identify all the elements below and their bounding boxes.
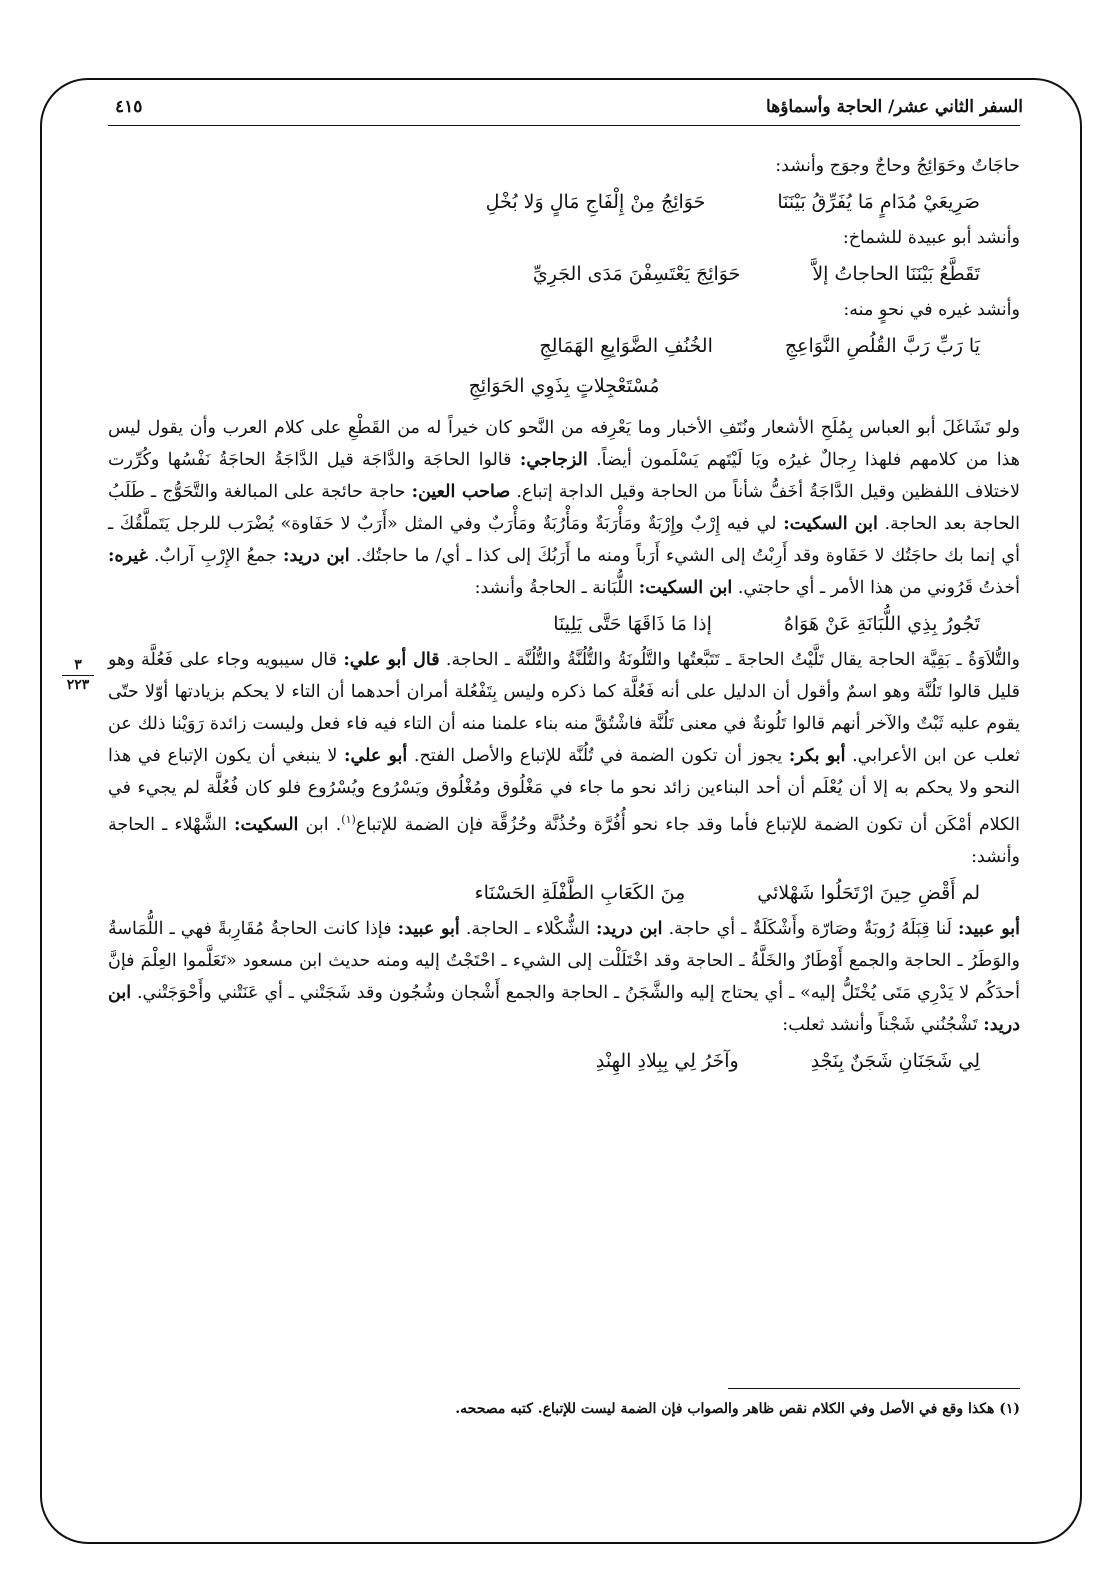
source-name: ابن دريد: (108, 982, 1020, 1035)
source-name: قال أبو علي: (343, 650, 440, 670)
hemistich: تَقَطَّعُ بَيْنَنَا الحاجاتُ إلاَّ (812, 263, 980, 285)
hemistich: مُسْتَعْجِلاتٍ بِذَوِي الحَوَائِجِ (468, 375, 660, 397)
source-name: السكيت: (234, 814, 299, 835)
paragraph: وأنشد أبو عبيدة للشماخ: (842, 228, 1020, 248)
header-rule (108, 125, 1020, 126)
source-name: ابن السكيت: (783, 514, 878, 534)
margin-page-reference (58, 658, 98, 693)
hemistich: إذا مَا ذَاقَهَا حَتَّى يَلِينَا (553, 613, 712, 635)
hemistich: الخُنُفِ الضَّوَابِعِ الهَمَالِجِ (539, 335, 713, 357)
footnote-number: (١) (999, 1401, 1020, 1417)
running-title: السفر الثاني عشر/ الحاجة وأسماؤها (766, 97, 1023, 117)
source-name: الزجاجي: (519, 450, 588, 470)
hemistich: حَوَائِجَ يَعْتَسِفْنَ مَدَى الجَرِيِّ (532, 263, 741, 285)
source-name: أبو علي: (344, 746, 408, 766)
verse-line (108, 326, 1020, 366)
source-name: غيره: (108, 546, 148, 566)
source-name: أبو عبيد: (957, 918, 1021, 939)
page-number: ٤١٥ (115, 97, 143, 117)
paragraph: وأنشد غيره في نحوٍ منه: (843, 300, 1020, 320)
hemistich: مِنَ الكَعَابِ الطَّفْلَةِ الحَسْنَاء (474, 881, 686, 904)
margin-ref-top: ٣ (74, 657, 82, 673)
source-name: ابن السكيت: (638, 578, 733, 598)
verse-line (108, 182, 1020, 222)
hemistich: لم أَقْضِ حِينَ ارْتَحَلُوا شَهْلائي (757, 881, 980, 904)
hemistich: لِي شَجَنَانِ شَجَنٌ بِنَجْدِ (810, 1049, 980, 1072)
hemistich: حَوَائِجُ مِنْ إِلْفَاجِ مَالٍ وَلا بُخْلِ (485, 191, 706, 213)
verse-line (108, 873, 1020, 913)
paragraph: والتُّلاَوَةُ ـ بَقِيَّة الحاجة يقال تَلَّيْتُ الحاجةَ ـ تَتَبَّعتُها والتَّلُونَةُ والتُّلُنَّةُ والتُّلُنَّة ـ الحاجة. قال أبو علي: قال سيبويه وجاء على فَعُلَّة وهو قليل قالوا تَلُنَّة وهو اسمٌ وأقول أن الدليل على أنه فَعُلَّة كما ذكره وليس بِتَفْعُلة أمران أحدهما أن التاء لا يحكم بزيادتها أوّلا حتّى يقوم عليه ثَبْتٌ والآخر أنهم قالوا تَلُونةٌ في معنى تَلُنَّة فاشْتُقَّ منه بناء علمنا منه أن التاء فيه فاء فعل وليست زائدة رَوَيْنا ذلك عن ثعلب عن ابن الأعرابي. أبو بكر: يجوز أن تكون الضمة في تُلُنَّة للإتباع والأصل الفتح. أبو علي: لا ينبغي أن يكون الإتباع في هذا النحو ولا يحكم به إلا أن يُعْلَم أن أحد البناءين زائد نحو ما جاء في مَغْلُوق ومُغْلُوق ويَسْرُوع ويُسْرُوع فلو كان فُعُلَّة لم يجيء في الكلام أمْكَن أن تكون الضمة للإتباع فأما وقد جاء نحو أُفُرَّة وحُذُنَّة وحُزُقَّة فإن الضمة للإتباع$^{(١)}$. ابن السكيت: الشَّهْلاء ـ الحاجة وأنشد: (108, 650, 1020, 867)
margin-ref-bottom: ٢٢٣ (66, 677, 90, 693)
page-header (115, 92, 1023, 122)
paragraph: أبو عبيد: لَنا قِبَلَهُ رُوبَةٌ وصَارّة وأَشْكَلَةٌ ـ أي حاجة. ابن دريد: الشُّكْلاء ـ الحاجة. أبو عبيد: فإذا كانت الحاجةُ مُقَارِبةً فهي ـ اللُّمَاسةُ والوَطَرُ ـ الحاجة والجمع أَوْطَارٌ والخَلَّةُ ـ الحاجة وقد اخْتَلَلْت إلى الشيء ـ احْتَجْتُ إليه ومنه حديث ابن مسعود «تَعَلَّموا العِلْمَ فإنَّ أحدَكُم لا يَدْرِي مَتَى يُخْتَلُّ إليه» ـ أي يحتاج إليه والشَّجَنُ ـ الحاجة والجمع أَشْجان وشُجُون وقد شَجَتْني ـ أي عَنَتْني وأَحْوَجَتْني. ابن دريد: تَشْجُنُني شَجْناً وأنشد ثعلب: (108, 918, 1021, 1035)
main-text (108, 150, 1020, 1081)
hemistich: صَرِيعَيْ مُدَامٍ مَا يُفَرِّقُ بَيْنَنَا (777, 191, 980, 213)
footnote-rule (728, 1388, 1020, 1389)
hemistich: يَا رَبِّ رَبَّ القُلُصِ النَّوَاعِجِ (784, 335, 980, 357)
paragraph: ولو تَشَاغَلَ أبو العباس بِمُلَحِ الأشعار ونُتَفِ الأخبار وما يَعْرِفه من النَّحو كان خيراً له من القَطْعِ على كلام العرب وأن يقول ليس هذا من كلامهم فلهذا رِجالٌ غيرُه ويَا لَيْتَهم يَسْلَمون أيضاً. الزجاجي: قالوا الحاجَة والدَّاجَة قيل الدَّاجَةُ الحاجَةُ نَفْسُها وكُرِّرت لاختلاف اللفظين وقيل الدَّاجَةُ أخَفُّ شأناً من الحاجة وقيل الداجة إتباع. صاحب العين: حاجة حائجة على المبالغة والتَّحَوُّج ـ طَلَبُ الحاجة بعد الحاجة. ابن السكيت: لي فيه إِرْبٌ وإِرْبَةٌ ومَأْرَبَةٌ ومَأْرُبَةٌ ومَأْرَبٌ وفي المثل «أَرَبٌ لا حَفَاوة» يُضْرَب للرجل يَتَملَّقُكَ ـ أي إنما بك حاجَتُك لا حَفَاوة وقد أَرِبْتُ إلى الشيء أَرَباً ومنه ما أَرَبُكَ إلى كذا ـ أي/ ما حاجتُك. ابن دريد: جمعُ الإِرْبِ آرابٌ. غيره: أخذتُ قَرُوني من هذا الأمر ـ أي حاجتي. ابن السكيت: اللُّبَانة ـ الحاجةُ وأنشد: (108, 418, 1020, 598)
source-name: ابن دريد: (596, 918, 663, 939)
verse-line (108, 604, 1020, 644)
source-name: ابن دريد: (282, 546, 350, 566)
verse-line (108, 254, 1020, 294)
source-name: صاحب العين: (411, 482, 511, 502)
source-name: أبو بكر: (788, 746, 846, 766)
hemistich: وآخَرُ لِي بِبِلادِ الهِنْدِ (595, 1049, 739, 1072)
hemistich: تَجُورُ بِذِي اللُّبَانَةِ عَنْ هَوَاهُ (783, 613, 980, 635)
footnote-marker: (١) (341, 813, 356, 826)
verse-line (108, 1041, 1020, 1081)
verse-line (108, 366, 1020, 406)
source-name: أبو عبيد: (397, 918, 460, 939)
paragraph: حاجَاتٌ وحَوَائِجُ وحاجٌ وجوَج وأنشد: (775, 156, 1020, 176)
margin-ref-bar (62, 675, 94, 676)
footnote (108, 1396, 1020, 1422)
footnote-text: هكذا وقع في الأصل وفي الكلام نقص ظاهر والصواب فإن الضمة ليست للإتباع. كتبه مصححه. (455, 1401, 995, 1417)
